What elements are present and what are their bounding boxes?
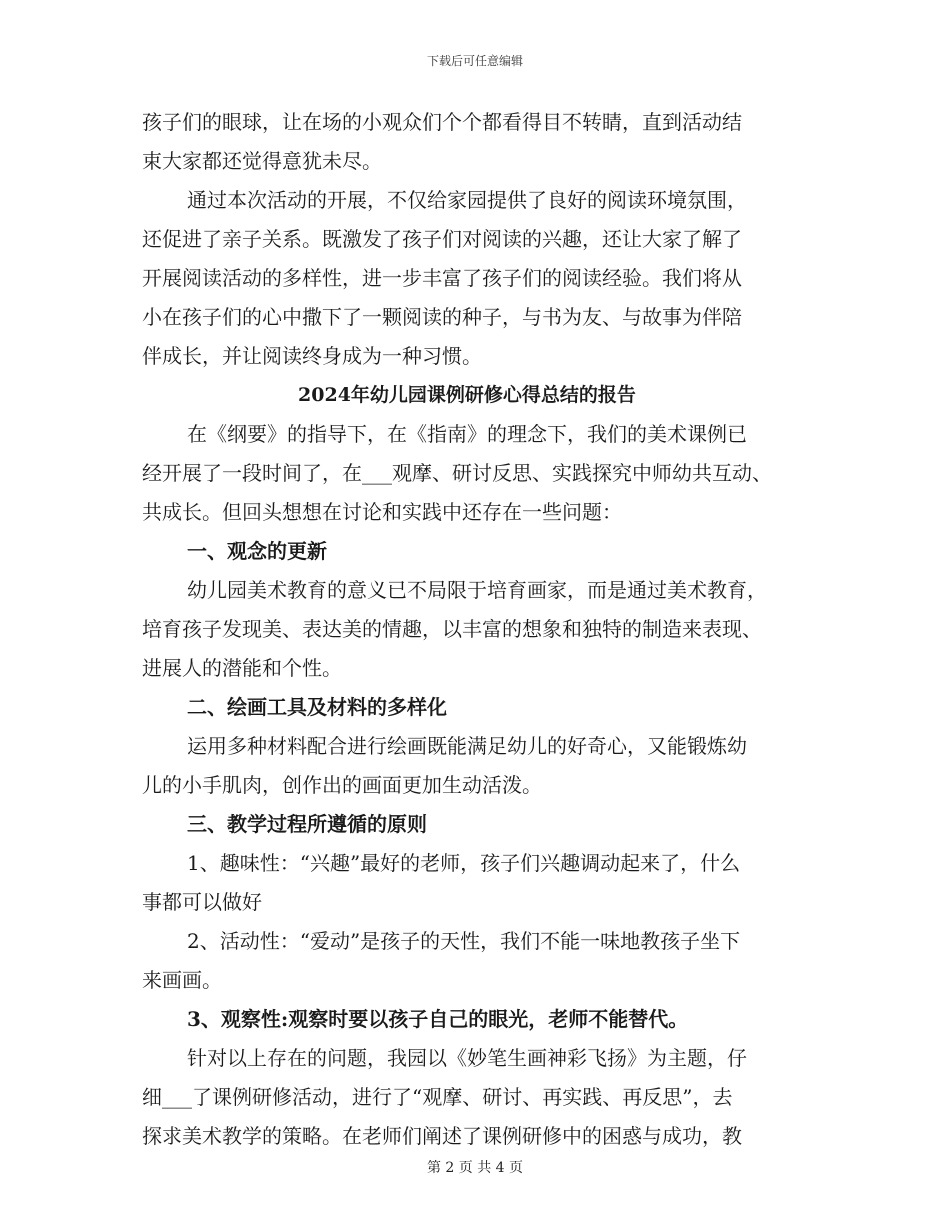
page-footer: 第 2 页 共 4 页: [426, 1160, 524, 1176]
paragraph-line: 幼儿园美术教育的意义已不局限于培育画家，而是通过美术教育，: [187, 578, 767, 602]
paragraph-line: 细___了课例研修活动，进行了“观摩、研讨、再实践、再反思”，去: [142, 1085, 733, 1109]
paragraph-line: 在《纲要》的指导下，在《指南》的理念下，我们的美术课例已: [187, 422, 747, 446]
paragraph-line: 经开展了一段时间了，在___观摩、研讨反思、实践探究中师幼共互动、: [142, 461, 772, 485]
paragraph-line: 进展人的潜能和个性。: [142, 656, 342, 680]
paragraph-line: 儿的小手肌肉，创作出的画面更加生动活泼。: [142, 773, 542, 797]
paragraph-line: 通过本次活动的开展，不仅给家园提供了良好的阅读环境氛围，: [187, 188, 747, 212]
paragraph-line: 探求美术教学的策略。在老师们阐述了课例研修中的困惑与成功，教: [142, 1124, 742, 1148]
paragraph-line: 伴成长，并让阅读终身成为一种习惯。: [142, 344, 482, 368]
section-heading: 三、教学过程所遵循的原则: [187, 812, 427, 836]
paragraph-line: 还促进了亲子关系。既激发了孩子们对阅读的兴趣，还让大家了解了: [142, 227, 742, 251]
paragraph-line: 孩子们的眼球，让在场的小观众们个个都看得目不转睛，直到活动结: [142, 110, 742, 134]
paragraph-line: 共成长。但回头想想在讨论和实践中还存在一些问题：: [142, 500, 622, 524]
page-header: 下载后可任意编辑: [426, 54, 523, 68]
report-title: 2024年幼儿园课例研修心得总结的报告: [298, 384, 636, 406]
paragraph-line: 针对以上存在的问题，我园以《妙笔生画神彩飞扬》为主题，仔: [187, 1046, 747, 1070]
paragraph-line: 小在孩子们的心中撒下了一颗阅读的种子，与书为友、与故事为伴陪: [142, 305, 742, 329]
paragraph-line: 来画画。: [142, 968, 222, 992]
paragraph-line: 开展阅读活动的多样性，进一步丰富了孩子们的阅读经验。我们将从: [142, 266, 742, 290]
paragraph-line: 1、趣味性：“兴趣”最好的老师，孩子们兴趣调动起来了，什么: [187, 851, 741, 875]
paragraph-line: 事都可以做好: [142, 890, 262, 914]
paragraph-line: 运用多种材料配合进行绘画既能满足幼儿的好奇心，又能锻炼幼: [187, 734, 747, 758]
section-heading: 一、观念的更新: [187, 539, 327, 563]
section-heading: 二、绘画工具及材料的多样化: [187, 695, 447, 719]
document-body: [142, 103, 812, 1156]
paragraph-line: 2、活动性：“爱动”是孩子的天性，我们不能一味地教孩子坐下: [187, 929, 741, 953]
paragraph-line: 束大家都还觉得意犹未尽。: [142, 149, 382, 173]
principle-item-bold: 3、观察性:观察时要以孩子自己的眼光，老师不能替代。: [187, 1007, 689, 1031]
paragraph-line: 培育孩子发现美、表达美的情趣，以丰富的想象和独特的制造来表现、: [142, 617, 762, 641]
